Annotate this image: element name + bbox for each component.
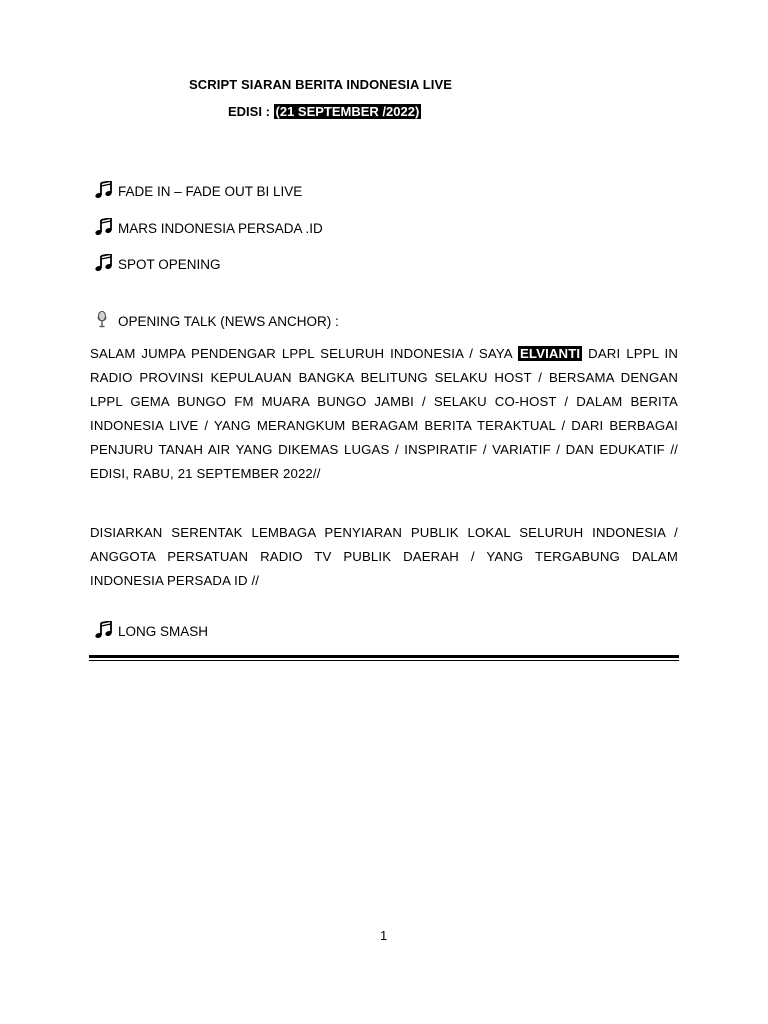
broadcast-paragraph: DISIARKAN SERENTAK LEMBAGA PENYIARAN PUBLIK LOKAL SELURUH INDONESIA / ANGGOTA PERSATUAN RADIO TV PUBLIK DAERAH / YANG TERGABUNG DALAM INDONESIA PERSADA ID // [90,525,678,588]
page-number: 1 [380,928,388,943]
cue-long-smash [94,621,208,639]
script-title: SCRIPT SIARAN BERITA INDONESIA LIVE [189,77,453,92]
cue-spot-opening [94,254,221,272]
paragraph-text: DARI LPPL IN RADIO PROVINSI KEPULAUAN BANGKA BELITUNG SELAKU HOST / BERSAMA DENGAN LPPL GEMA BUNGO FM MUARA BUNGO JAMBI / SELAKU CO-HOST / DALAM BERITA INDONESIA LIVE / YANG MERANGKUM BERAGAM BERITA TERAKTUAL / DARI BERBAGAI PENJURU TANAH AIR YANG DIKEMAS LUGAS / INSPIRATIF / VARIATIF / DAN EDUKATIF // EDISI, RABU, 21 SEPTEMBER 2022// [90,346,678,481]
edition-label: EDISI : [228,104,274,119]
cue-label: MARS INDONESIA PERSADA .ID [118,221,323,236]
music-note-icon [94,621,114,639]
music-note-icon [94,181,114,199]
music-note-icon [94,254,114,272]
cue-mars [94,218,323,236]
section-divider [89,660,679,661]
opening-talk-paragraph [90,342,678,486]
cue-opening-talk [94,311,339,329]
edition-date: (21 SEPTEMBER /2022) [275,104,420,119]
cue-label: LONG SMASH [118,624,209,639]
cue-label: SPOT OPENING [118,257,221,272]
section-divider [89,655,679,658]
anchor-name: ELVIANTI [519,346,581,361]
cue-fade-in [94,181,302,199]
cue-label: FADE IN – FADE OUT BI LIVE [118,184,303,199]
edition-line [228,104,421,119]
paragraph-text: SALAM JUMPA PENDENGAR LPPL SELURUH INDONESIA / SAYA [90,346,518,361]
music-note-icon [94,218,114,236]
cue-label: OPENING TALK (NEWS ANCHOR) : [118,314,339,329]
microphone-icon [94,311,114,329]
